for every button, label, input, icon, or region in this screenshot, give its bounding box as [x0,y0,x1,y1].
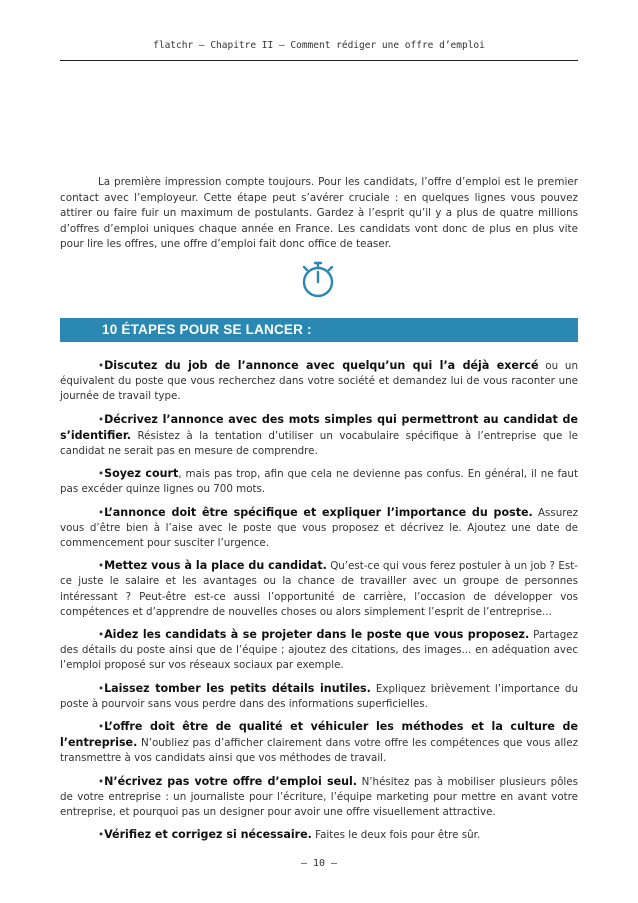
bullet: • [98,360,105,372]
step-heading: Mettez vous à la place du candidat. [104,559,327,573]
step-text: Partagez des détails du poste ainsi que de l’équipe ; ajoutez des citations, des images... en adéquation avec l’emploi proposé sur vos réseaux sociaux par exemple. [60,629,578,672]
step-heading: Décrivez l’annonce avec des mots simples qui permettront au candidat de s’identifier. [60,412,578,442]
page-number: – 10 – [300,858,338,869]
step-text: Assurez vous d’être bien à l’aise avec le poste que vous proposez et décrivez le. Ajoutez une date de commencement pour susciter l’urgence. [60,506,579,550]
bullet: • [98,629,105,642]
bullet: • [98,413,105,426]
header-divider [60,60,578,61]
bullet: • [98,560,105,573]
step-text: Qu’est-ce qui vous ferez postuler à un job ? Est-ce juste le salaire et les avantages ou la chance de travailler avec un groupe de personnes intéressant ? Peut-être est-ce aussi l’opportunité de carrière, l’occasion de développer vos compétences et d’apprendre de nouvelles choses ou alors simplement l’esprit de l’entreprise... [60,560,578,618]
bullet: • [98,721,105,734]
step-heading: L’offre doit être de qualité et véhiculer les méthodes et la culture de l’entreprise. [60,720,578,750]
intro-paragraph: La première impression compte toujours. Pour les candidats, l’offre d’emploi est le premier contact avec l’employeur. Cette étape peut s’avérer cruciale : en quelques lignes vous pouvez attirer ou faire fuir un maximum de postulants. Gardez à l’esprit qu’il y a plus de quatre millions d’offres d’emploi uniques chaque année en France. Les candidats vont donc de plus en plus vite pour lire les offres, une offre d’emploi fait donc office de teaser. [60,176,578,251]
step-heading: N’écrivez pas votre offre d’emploi seul. [104,774,358,788]
bullet: • [98,829,105,842]
step-heading: Discutez du job de l’annonce avec quelqu’un qui l’a déjà exercé [104,359,539,372]
section-banner [60,318,578,342]
step-item [60,827,578,843]
step-text: Faites le deux fois pour être sûr. [311,829,481,842]
step-text: , mais pas trop, afin que cela ne devienne pas confus. En général, il ne faut pas excéder quinze lignes ou 700 mots. [60,468,578,496]
stopwatch-icon [296,258,340,300]
step-item [60,412,578,460]
bullet: • [98,468,105,481]
step-heading: Vérifiez et corrigez si nécessaire. [104,828,312,842]
bullet: • [98,506,105,519]
step-item [60,681,578,712]
step-heading: L’annonce doit être spécifique et expliquer l’importance du poste. [104,505,533,519]
bullet: • [98,682,105,695]
running-header: flatchr – Chapitre II – Comment rédiger une offre d’emploi [153,40,485,51]
step-text: Résistez à la tentation d’utiliser un vocabulaire spécifique à l’entreprise que le candidat ne serait pas en mesure de comprendre. [60,429,578,458]
step-text: Expliquez brièvement l’importance du poste à pourvoir sans vous perdre dans des informations superficielles. [60,682,578,710]
step-text: N’hésitez pas à mobiliser plusieurs pôles de votre entreprise : un journaliste pour l’écriture, l’équipe marketing pour mettre en avant votre entreprise, et pourquoi pas un designer pour avoir une offre visuellement attractive. [60,775,578,819]
step-item [60,466,578,497]
bullet: • [98,775,105,788]
step-heading: Soyez court [104,467,179,481]
step-text: N’oubliez pas d’afficher clairement dans votre offre les compétences que vous allez transmettre à vos candidats ainsi que vos méthodes de travail. [60,737,578,765]
step-item [60,719,578,767]
step-item [60,505,578,552]
steps-list [60,358,578,850]
step-item [60,358,578,405]
step-text: ou un équivalent du poste que vous recherchez dans votre société et demandez lui de vous raconter une journée de travail type. [60,360,578,403]
step-item [60,558,578,620]
step-heading: Laissez tomber les petits détails inutiles. [104,681,371,695]
step-item [60,627,578,674]
section-title: 10 ÉTAPES POUR SE LANCER : [102,322,312,337]
step-heading: Aidez les candidats à se projeter dans le poste que vous proposez. [104,628,530,642]
step-item [60,774,578,821]
